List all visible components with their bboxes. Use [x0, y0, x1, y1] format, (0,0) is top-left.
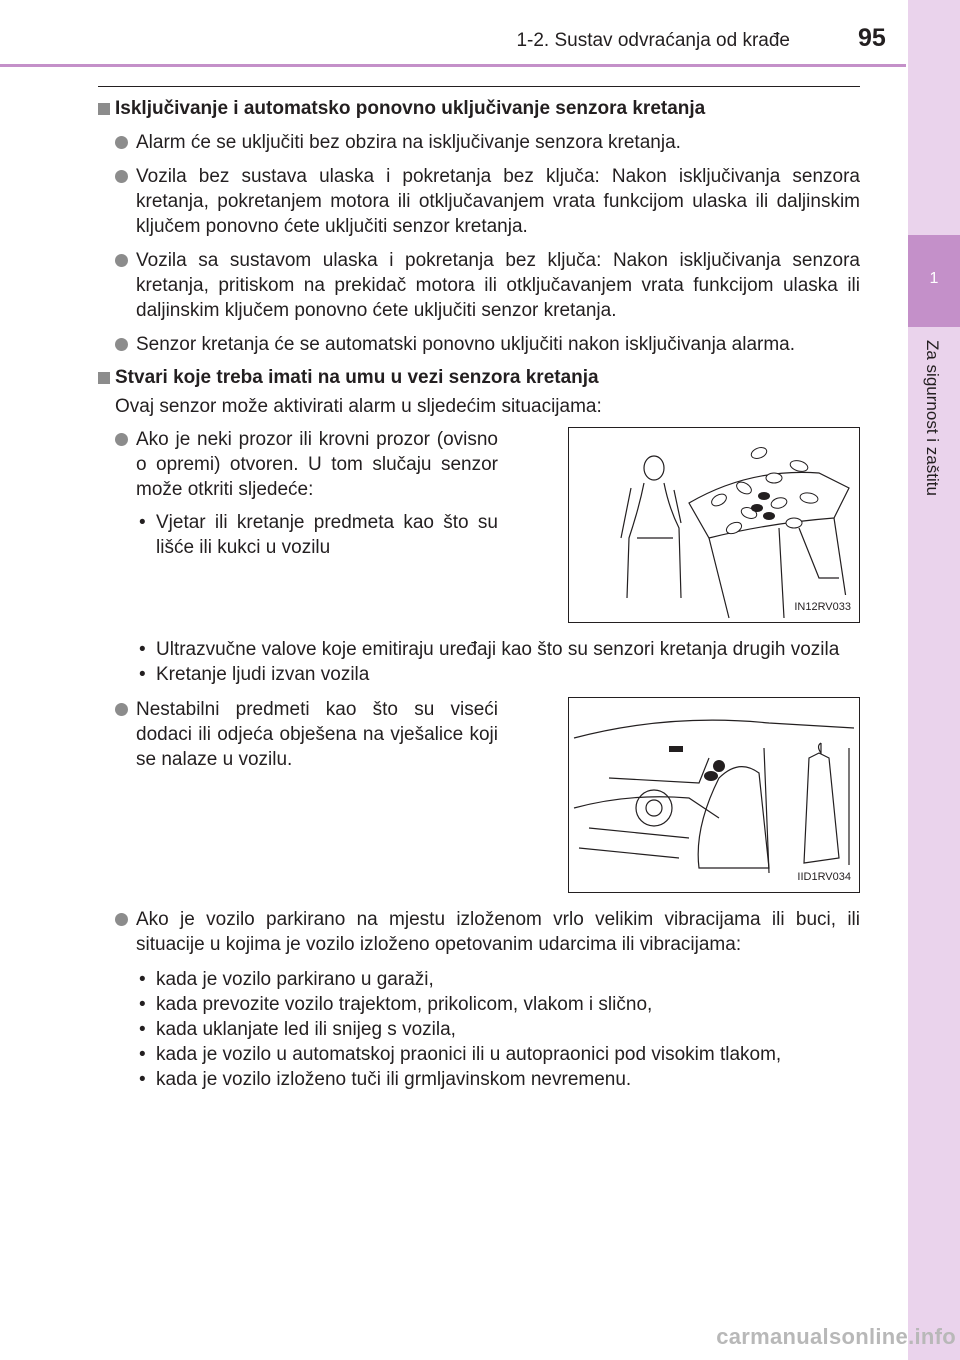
- car-interior-illustration: [569, 698, 859, 892]
- figure-label: IN12RV033: [792, 595, 853, 620]
- dash-item: • kada je vozilo u automatskoj praonici ili u autopraonici pod visokim tlakom,: [136, 1042, 860, 1067]
- chapter-number: 1: [929, 270, 939, 287]
- chapter-title: Za sigurnost i zaštitu: [923, 340, 942, 496]
- vibration-list: [98, 967, 860, 1092]
- window-row: [98, 427, 860, 623]
- bullet-item: Senzor kretanja će se automatski ponovno uključiti nakon isključivanja alarma.: [98, 332, 860, 357]
- bullet-item: Vozila bez sustava ulaska i pokretanja bez ključa: Nakon isključivanja senzora kretanja, pokretanjem motora ili otključavanjem vrata funkcijom ulaska ili daljinskim ključem ponovno ćete uključiti senzor kretanja.: [98, 164, 860, 239]
- dash-item: • kada je vozilo parkirano u garaži,: [136, 967, 860, 992]
- bullet-item-unstable: Nestabilni predmeti kao što su viseći dodaci ili odjeća obješena na vješalice koji se nalaze u vozilu.: [98, 697, 498, 772]
- section-heading-sensor-off: Isključivanje i automatsko ponovno uključivanje senzora kretanja: [98, 96, 860, 121]
- figure-hanging-items: [568, 697, 860, 893]
- section-heading-sensor-notes: Stvari koje treba imati na umu u vezi senzora kretanja: [98, 365, 860, 390]
- dash-item: • kada je vozilo izloženo tuči ili grmljavinskom nevremenu.: [136, 1067, 860, 1092]
- page-number: 95: [858, 24, 886, 52]
- dash-item: • Ultrazvučne valove koje emitiraju uređaji kao što su senzori kretanja drugih vozila: [136, 637, 860, 662]
- bullet-item: Alarm će se uključiti bez obzira na isključivanje senzora kretanja.: [98, 130, 860, 155]
- running-header: 1-2. Sustav odvraćanja od krađe: [516, 30, 790, 51]
- bullet-item: Vozila sa sustavom ulaska i pokretanja bez ključa: Nakon isključivanja senzora kretanja, pritiskom na prekidač motora ili otključavanjem vrata funkcijom ulaska ili daljinskim ključem ponovno ćete uključiti senzor kretanja.: [98, 248, 860, 323]
- dash-item: • Kretanje ljudi izvan vozila: [136, 662, 860, 687]
- car-sunroof-illustration: [569, 428, 859, 622]
- figure-open-sunroof: [568, 427, 860, 623]
- dash-item: • Vjetar ili kretanje predmeta kao što su lišće ili kukci u vozilu: [136, 510, 498, 560]
- dash-item: • kada uklanjate led ili snijeg s vozila,: [136, 1017, 860, 1042]
- dash-item: • kada prevozite vozilo trajektom, prikolicom, vlakom i slično,: [136, 992, 860, 1017]
- bullet-item-vibration: Ako je vozilo parkirano na mjestu izloženom vrlo velikim vibracijama ili buci, ili situacije u kojima je vozilo izloženo opetovanim udarcima ili vibracijama:: [98, 907, 860, 957]
- bullet-item-window: Ako je neki prozor ili krovni prozor (ovisno o opremi) otvoren. U tom slučaju senzor može otkriti sljedeće:: [98, 427, 498, 502]
- section-intro: Ovaj senzor može aktivirati alarm u sljedećim situacijama:: [115, 396, 602, 417]
- footer-watermark-url: carmanualsonline.info: [716, 1324, 956, 1349]
- unstable-row: [98, 697, 860, 893]
- content-top-rule: [98, 86, 860, 87]
- header-divider: [0, 64, 906, 67]
- chapter-side-tab: [908, 0, 960, 1360]
- figure-label: IID1RV034: [795, 865, 853, 890]
- main-content: [98, 88, 860, 1092]
